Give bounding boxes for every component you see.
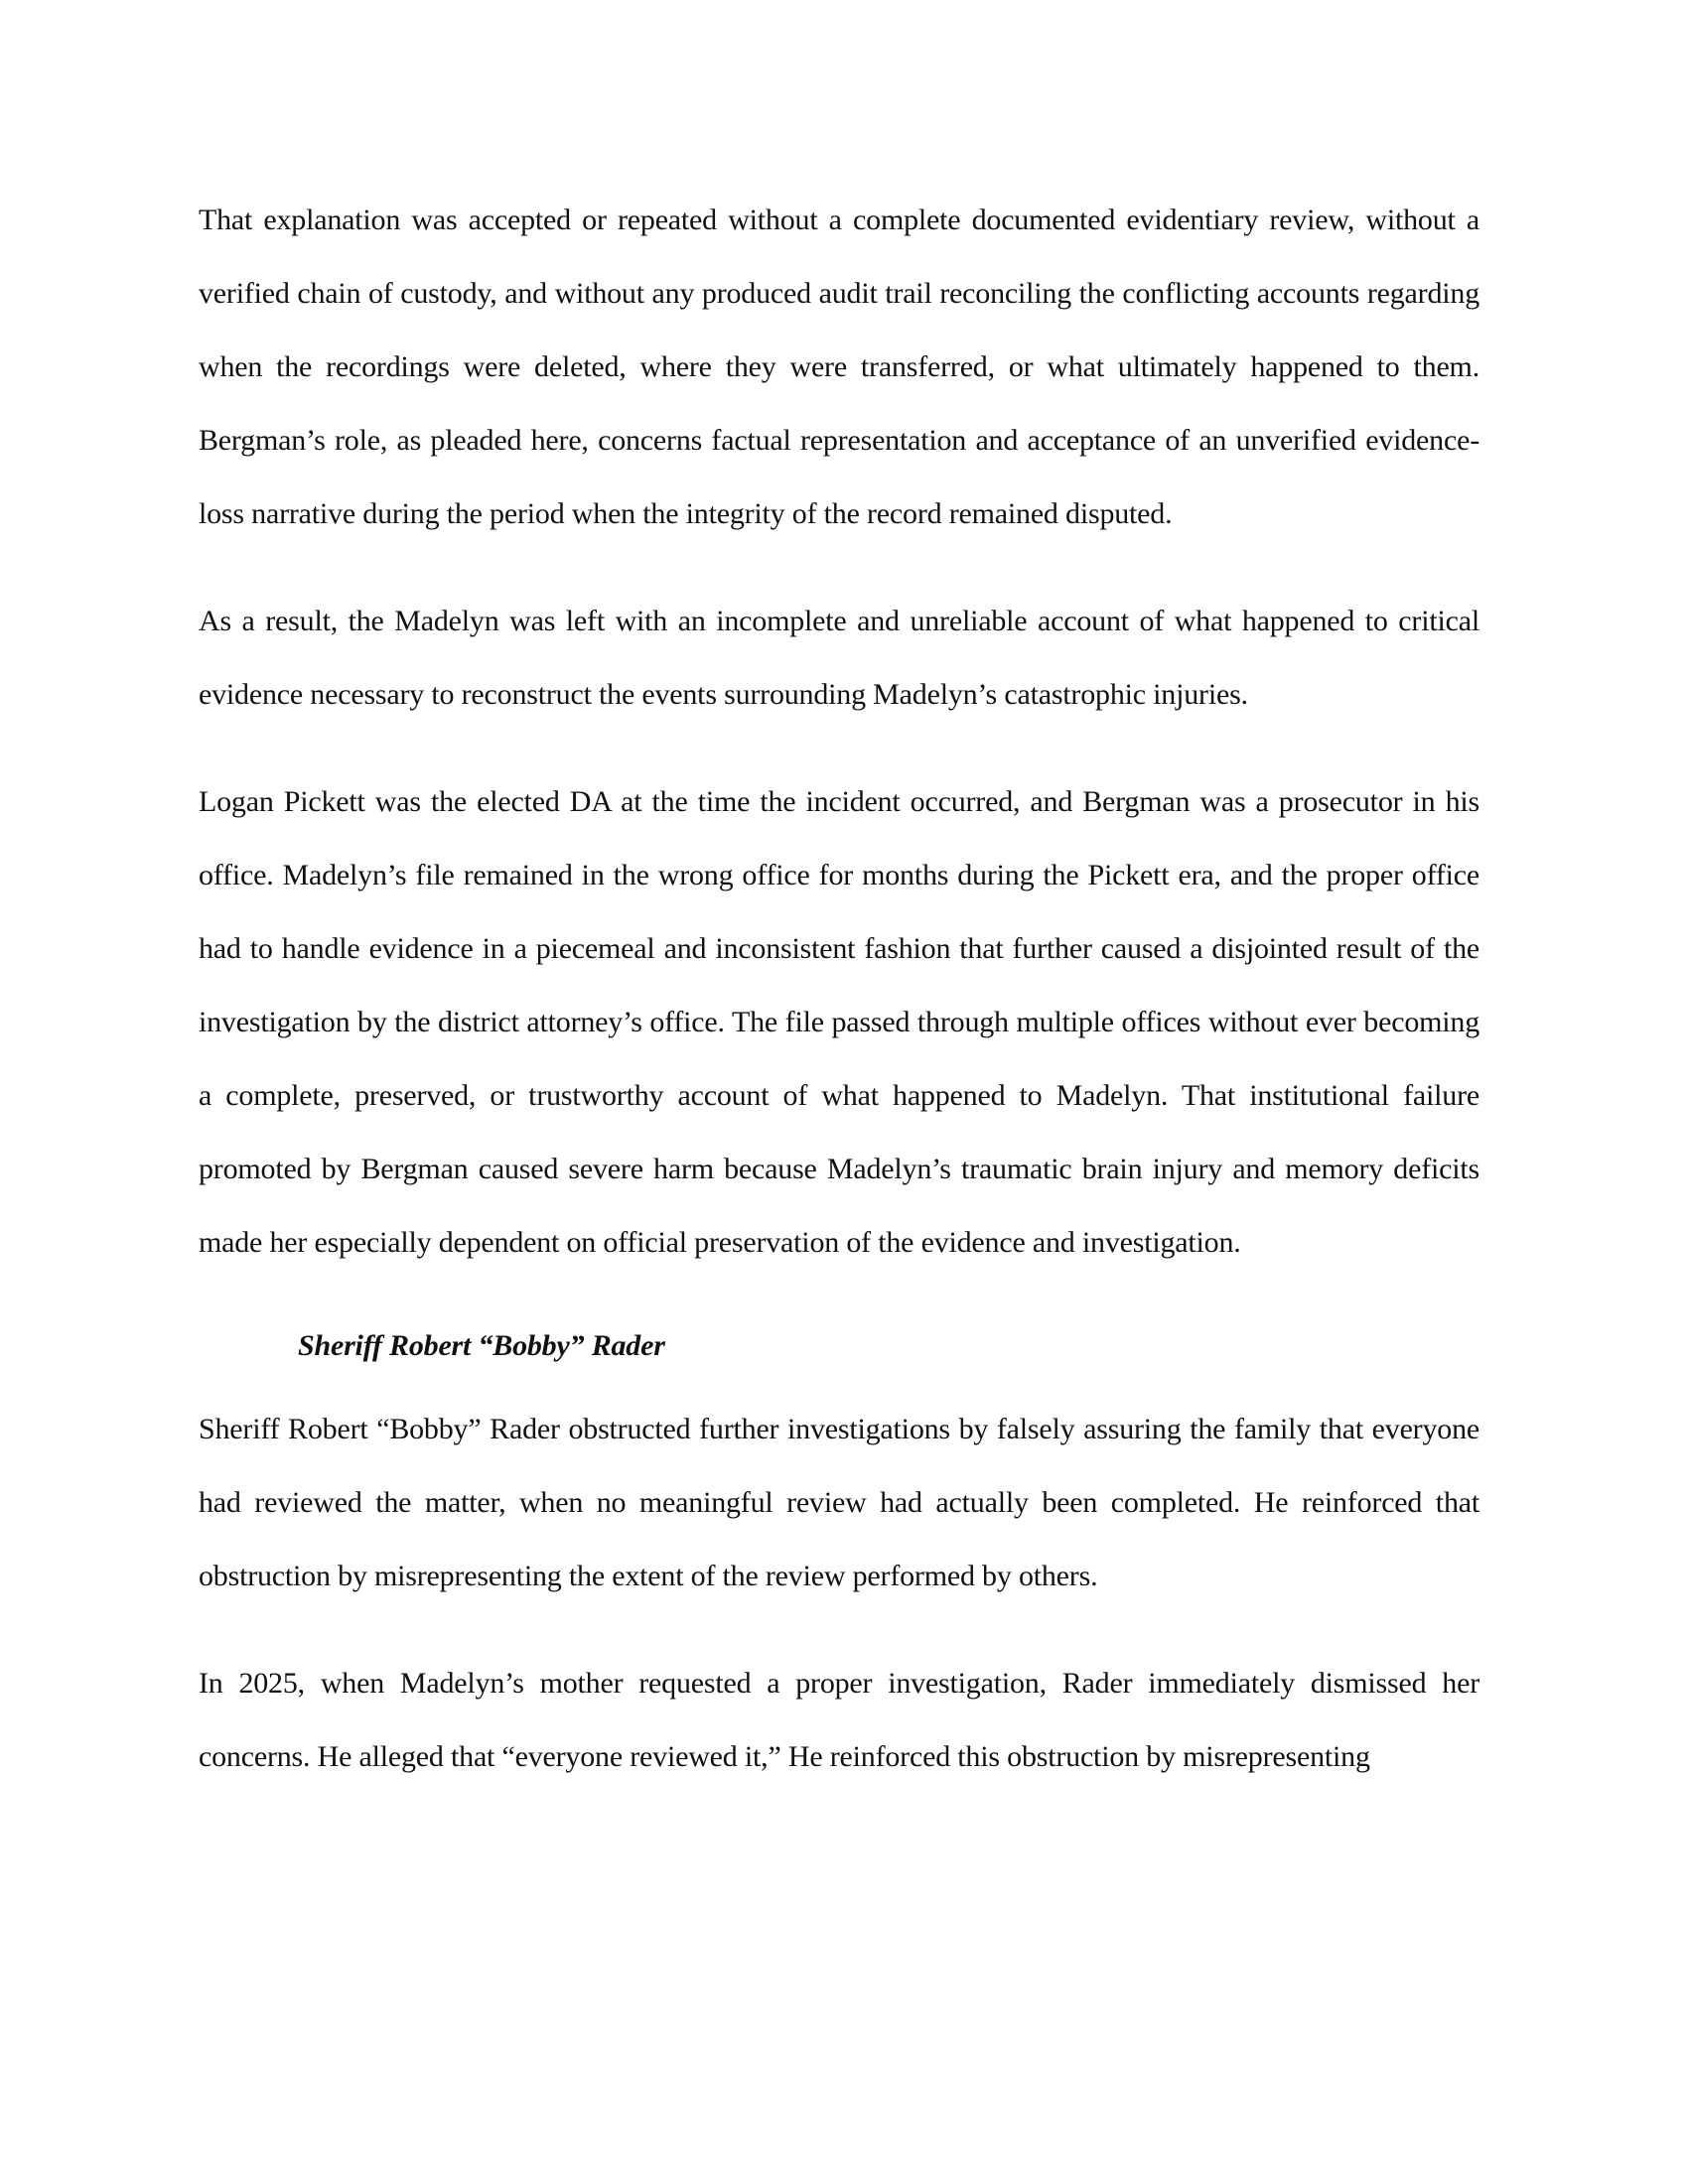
paragraph-evidence-explanation: That explanation was accepted or repeated without a complete documented evidentiary review, without a verified chain of custody, and without any produced audit trail reconciling the conflicting accounts regarding when the recordings were deleted, where they were transferred, or what ultimately happened to them. Bergman’s role, as pleaded here, concerns factual representation and acceptance of an unverified evidence-loss narrative during the period when the integrity of the record remained disputed.: [199, 204, 1479, 530]
paragraph-rader-obstruction: Sheriff Robert “Bobby” Rader obstructed further investigations by falsely assuring the family that everyone had reviewed the matter, when no meaningful review had actually been completed. He reinforced that obstruction by misrepresenting the extent of the review performed by others.: [199, 1413, 1479, 1592]
document-body: [199, 184, 1479, 1794]
section-heading-sheriff-rader: Sheriff Robert “Bobby” Rader: [298, 1329, 665, 1362]
paragraph-2025-request: In 2025, when Madelyn’s mother requested a proper investigation, Rader immediately dismissed her concerns. He alleged that “everyone reviewed it,” He reinforced this obstruction by misrepresenting: [199, 1667, 1479, 1773]
paragraph-incomplete-account: As a result, the Madelyn was left with an incomplete and unreliable account of what happened to critical evidence necessary to reconstruct the events surrounding Madelyn’s catastrophic injuries.: [199, 605, 1479, 711]
paragraph-pickett-office: Logan Pickett was the elected DA at the time the incident occurred, and Bergman was a prosecutor in his office. Madelyn’s file remained in the wrong office for months during the Pickett era, and the proper office had to handle evidence in a piecemeal and inconsistent fashion that further caused a disjointed result of the investigation by the district attorney’s office. The file passed through multiple offices without ever becoming a complete, preserved, or trustworthy account of what happened to Madelyn. That institutional failure promoted by Bergman caused severe harm because Madelyn’s traumatic brain injury and memory deficits made her especially dependent on official preservation of the evidence and investigation.: [199, 785, 1479, 1259]
